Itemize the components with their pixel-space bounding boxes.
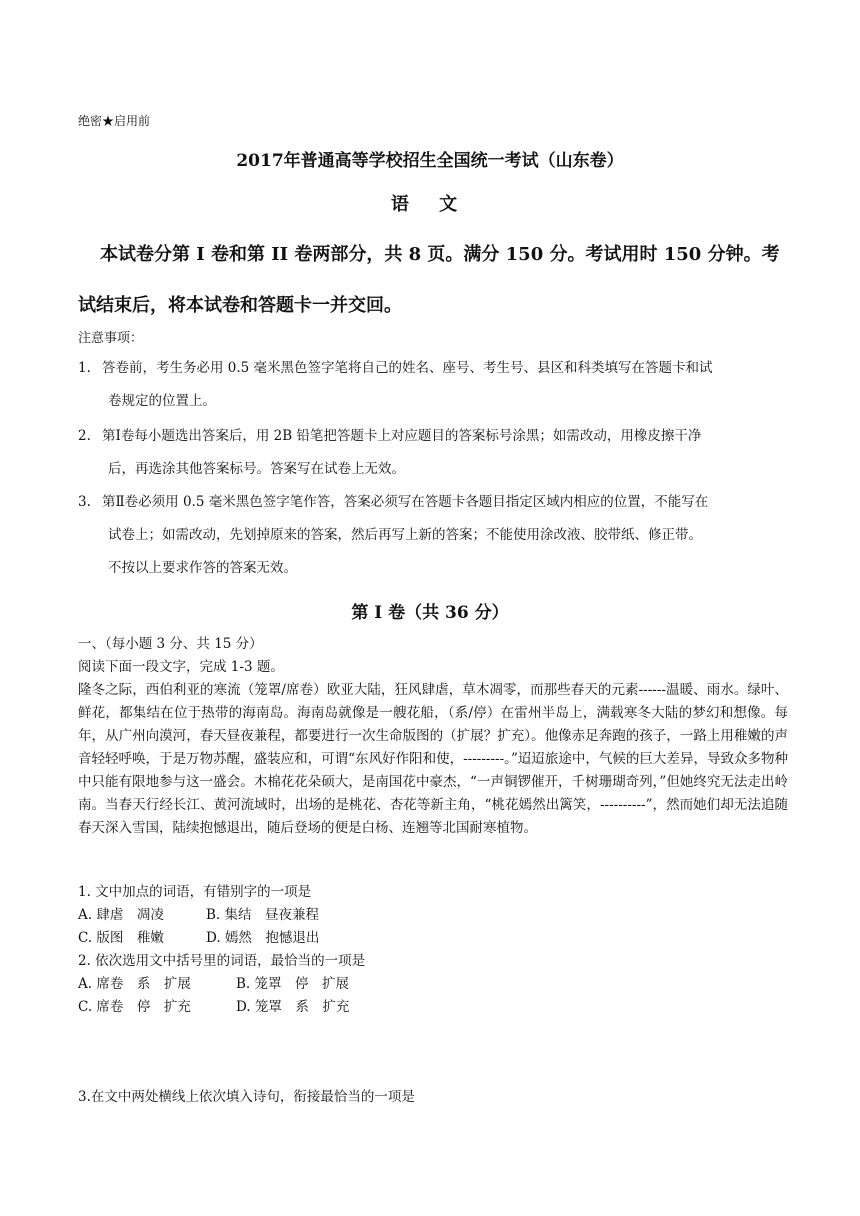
- question-list: [78, 881, 788, 1019]
- question-1-stem: 1. 文中加点的词语，有错别字的一项是: [78, 884, 312, 900]
- option-c: C. 版图 稚嫩: [78, 930, 164, 946]
- question-2-stem: 2. 依次选用文中括号里的词语，最恰当的一项是: [78, 953, 366, 969]
- notice-text: 答卷前，考生务必用 0.5 毫米黑色签字笔将自己的姓名、座号、考生号、县区和科类填写在答题卡和试: [102, 360, 713, 376]
- notice-text-cont: 后，再选涂其他答案标号。答案写在试卷上无效。: [108, 461, 405, 477]
- reading-instruction: 阅读下面一段文字，完成 1-3 题。: [78, 659, 284, 675]
- question-2-options-row-2: [78, 996, 788, 1019]
- option-a: A. 席卷 系 扩展: [78, 976, 191, 992]
- notice-item-3: [78, 486, 784, 585]
- section-header: [78, 633, 788, 679]
- notice-heading: 注意事项：: [78, 331, 144, 346]
- notice-text-cont: 不按以上要求作答的答案无效。: [108, 560, 297, 576]
- notice-item-1: [78, 352, 784, 418]
- secret-mark: 绝密★启用前: [78, 114, 151, 128]
- option-b: B. 笼罩 停 扩展: [236, 976, 350, 992]
- question-1-options-row-1: [78, 904, 788, 927]
- notice-number: 1.: [78, 360, 91, 376]
- option-d: D. 笼罩 系 扩充: [236, 999, 350, 1015]
- exam-title: 2017年普通高等学校招生全国统一考试（山东卷）: [236, 151, 624, 171]
- notice-text: 第Ⅱ卷必须用 0.5 毫米黑色签字笔作答，答案必须写在答题卡各题目指定区域内相应的位置，不能写在: [102, 494, 709, 510]
- notice-number: 2.: [78, 428, 91, 444]
- notice-number: 3.: [78, 494, 91, 510]
- notice-item-2: [78, 420, 784, 486]
- subject-title: 语 文: [390, 194, 470, 215]
- question-3-stem: 3.在文中两处横线上依次填入诗句，衔接最恰当的一项是: [78, 1089, 415, 1105]
- notice-text-cont: 试卷上；如需改动，先划掉原来的答案，然后再写上新的答案；不能使用涂改液、胶带纸、修正带。: [108, 527, 702, 543]
- part-one-title: 第 I 卷（共 36 分）: [351, 603, 509, 623]
- section-score: 一、（每小题 3 分、共 15 分）: [78, 636, 263, 652]
- notice-text-cont: 卷规定的位置上。: [108, 393, 216, 409]
- option-d: D. 嫣然 抱憾退出: [206, 930, 320, 946]
- question-2-options-row-1: [78, 973, 788, 996]
- exam-intro: 本试卷分第 I 卷和第 II 卷两部分，共 8 页。满分 150 分。考试用时 150 分钟。考试结束后，将本试卷和答题卡一并交回。: [78, 244, 780, 316]
- question-1-options-row-2: [78, 927, 788, 950]
- notice-text: 第Ⅰ卷每小题选出答案后，用 2B 铅笔把答题卡上对应题目的答案标号涂黑；如需改动，用橡皮擦干净: [102, 428, 702, 444]
- reading-passage: 隆冬之际，西伯利亚的寒流（笼罩/席卷）欧亚大陆，狂风肆虐，草木凋零，而那些春天的元素------温暖、雨水。绿叶、鲜花，都集结在位于热带的海南岛。海南岛就像是一艘花船，（系/停）在雷州半岛上，满载寒冬大陆的梦幻和想像。每年，从广州向漠河，春天昼夜兼程，都要进行一次生命版图的（扩展？扩充）。他像赤足奔跑的孩子，一路上用稚嫩的声音轻轻呼唤，于是万物苏醒，盛装应和，可谓“东风好作阳和使，---------。”迢迢旅途中，气候的巨大差异，导致众多物种中只能有限地参与这一盛会。木棉花花朵硕大，是南国花中豪杰，“一声铜锣催开，千树珊瑚奇列，”但她终究无法走出岭南。当春天行经长江、黄河流域时，出场的是桃花、杏花等新主角，“桃花嫣然出篱笑，----------”，然而她们却无法追随春天深入雪国，陆续抱憾退出，随后登场的便是白杨、连翘等北国耐寒植物。: [78, 682, 788, 836]
- option-a: A. 肆虐 凋凌: [78, 907, 164, 923]
- option-b: B. 集结 昼夜兼程: [206, 907, 320, 923]
- option-c: C. 席卷 停 扩充: [78, 999, 191, 1015]
